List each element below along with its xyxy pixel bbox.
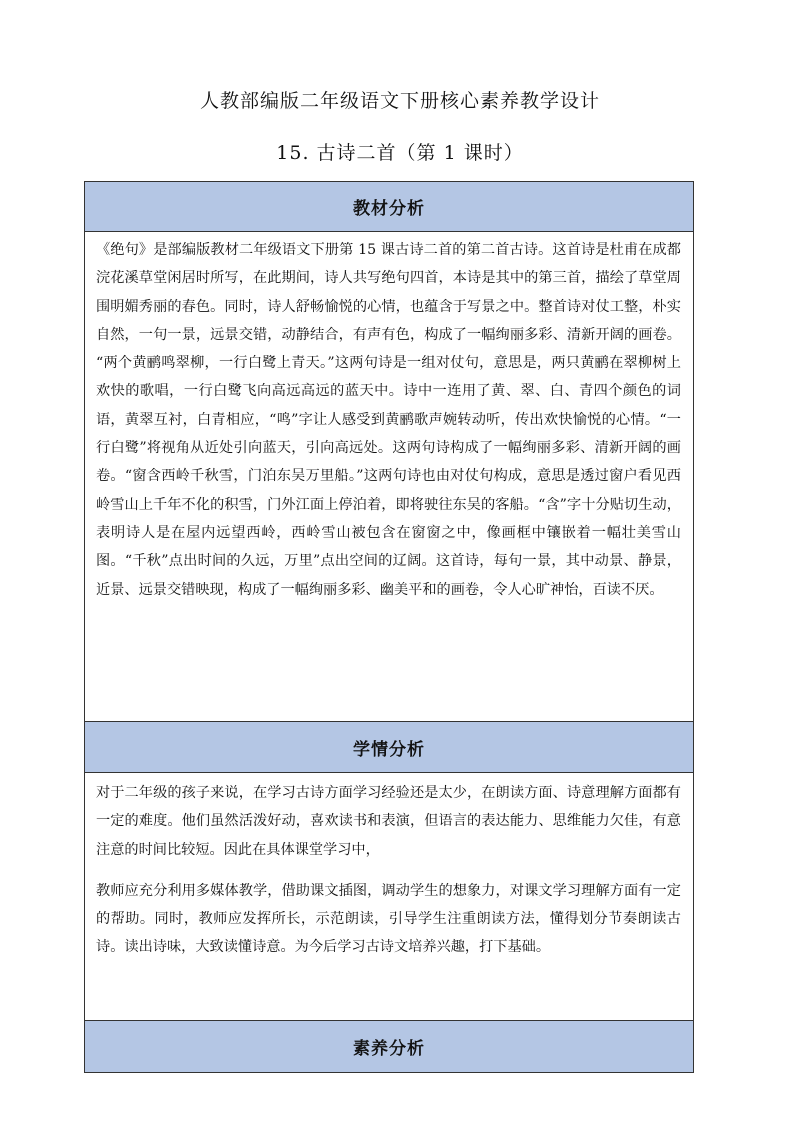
- section-body-learner-analysis: [85, 773, 694, 1021]
- section-header-row: [85, 722, 694, 773]
- document-subtitle: 15. 古诗二首（第 1 课时）: [276, 142, 524, 164]
- section-header-row: [85, 1021, 694, 1073]
- paragraph: 教师应充分利用多媒体教学，借助课文插图，调动学生的想象力，对课文学习理解方面有一定的帮助。同时，教师应发挥所长，示范朗读，引导学生注重朗读方法，懂得划分节奏朗读古诗。读出诗味，大致读懂诗意。为今后学习古诗文培养兴趣，打下基础。: [96, 882, 681, 956]
- section-body-row: [85, 773, 694, 1021]
- section-body-textbook-analysis: [85, 232, 694, 722]
- lesson-design-table: [84, 181, 694, 1073]
- section-heading-learner-analysis: 学情分析: [85, 722, 694, 773]
- document-title: 人教部编版二年级语文下册核心素养教学设计: [199, 90, 600, 112]
- paragraph: 《绝句》是部编版教材二年级语文下册第 15 课古诗二首的第二首古诗。这首诗是杜甫在成都浣花溪草堂闲居时所写，在此期间，诗人共写绝句四首，本诗是其中的第三首，描绘了草堂周围明媚秀丽的春色。同时，诗人舒畅愉悦的心情，也蕴含于写景之中。整首诗对仗工整，朴实自然，一句一景，远景交错，动静结合，有声有色，构成了一幅绚丽多彩、清新开阔的画卷。 “两个黄鹂鸣翠柳，一行白鹭上青天。”这两句诗是一组对仗句，意思是，两只黄鹂在翠柳树上欢快的歌唱，一行白鹭飞向高远高远的蓝天中。诗中一连用了黄、翠、白、青四个颜色的词语，黄翠互衬，白青相应，“鸣”字让人感受到黄鹂歌声婉转动听，传出欢快愉悦的心情。“一行白鹭”将视角从近处引向蓝天，引向高远处。这两句诗构成了一幅绚丽多彩、清新开阔的画卷。“窗含西岭千秋雪，门泊东吴万里船。”这两句诗也由对仗句构成，意思是透过窗户看见西岭雪山上千年不化的积雪，门外江面上停泊着，即将驶往东吴的客船。“含”字十分贴切生动，表明诗人是在屋内远望西岭，西岭雪山被包含在窗窗之中，像画框中镶嵌着一幅壮美雪山图。“千秋”点出时间的久远，万里”点出空间的辽阔。这首诗，每句一景，其中动景、静景，近景、远景交错映现，构成了一幅绚丽多彩、幽美平和的画卷，令人心旷神怡，百读不厌。: [96, 242, 681, 598]
- section-heading-competency-analysis: 素养分析: [85, 1021, 694, 1073]
- section-body-row: [85, 232, 694, 722]
- section-header-row: [85, 182, 694, 232]
- section-heading-textbook-analysis: 教材分析: [85, 182, 694, 232]
- paragraph: 对于二年级的孩子来说，在学习古诗方面学习经验还是太少，在朗读方面、诗意理解方面都有一定的难度。他们虽然活泼好动，喜欢读书和表演，但语言的表达能力、思维能力欠佳，有意注意的时间比较短。因此在具体课堂学习中，: [96, 785, 681, 858]
